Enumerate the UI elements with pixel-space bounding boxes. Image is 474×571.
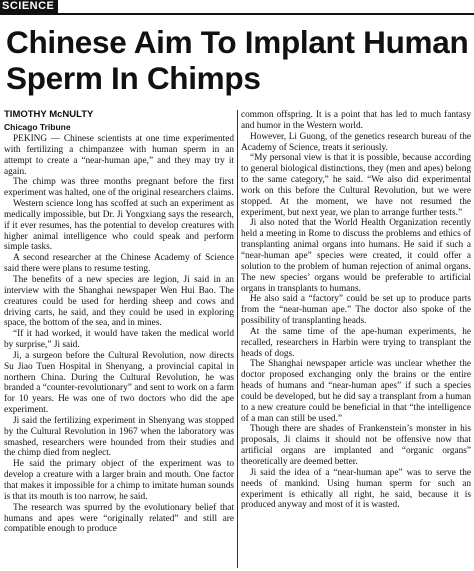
paragraph: Though there are shades of Frankenstein’s monster in his proposals, Ji claims it should not be offensive now that artificial organs are implanted and “organic organs” theoretically are deemed better. [241, 424, 471, 467]
paragraph: He said the primary object of the experiment was to develop a creature with a larger brain and mouth. One factor that makes it impossible for a chimp to imitate human sounds is that its mouth is too narrow, he said. [4, 459, 234, 502]
paragraph: A second researcher at the Chinese Academy of Science said there were plans to resume testing. [4, 253, 234, 275]
paragraph: Ji, a surgeon before the Cultural Revolution, now directs Su Jiao Tuen Hospital in Shenyang, a provincial capital in northern China. During the Cultural Revolution, he was branded a “counter-revolutionary” and sent to work on a farm for 10 years. He was one of two doctors who did the ape experiment. [4, 350, 234, 416]
paragraph: Ji also noted that the World Health Organization recently held a meeting in Rome to discuss the problems and ethics of transplanting animal organs into humans. He said if such a “near-human ape” species were created, it could offer a solution to the problem of human rejection of animal organs. The new species’ organs would be preferable to artificial organs in transplants to humans. [241, 218, 471, 294]
headline: Chinese Aim To Implant Human Sperm In Chimps [6, 24, 469, 96]
paragraph: Western science long has scoffed at such an experiment as medically impossible, but Dr. Ji Yongxiang says the research, if it ever resumes, has the potential to develop creatures with higher animal intelligence who could speak and perform simple tasks. [4, 199, 234, 253]
byline: TIMOTHY McNULTY [4, 109, 94, 120]
section-label: SCIENCE [0, 0, 58, 13]
paragraph: PEKING — Chinese scientists at one time experimented with fertilizing a chimpanzee with human sperm in an attempt to create a “near-human ape,” and they may try it again. [4, 134, 234, 177]
column-divider [237, 110, 238, 568]
affiliation: Chicago Tribune [4, 122, 71, 132]
article-column-left [4, 134, 234, 535]
paragraph: Ji said the idea of a “near-human ape” was to serve the needs of mankind. Using human sperm for such an experiment is ethically all right, he said, because it is produced anyway and most of it is wasted. [241, 467, 471, 511]
paragraph: “If it had worked, it would have taken the medical world by surprise,” Ji said. [4, 329, 234, 351]
paragraph: However, Li Guong, of the genetics research bureau of the Academy of Science, treats it seriously. [241, 131, 471, 153]
paragraph: He also said a “factory” could be set up to produce parts from the “near-human ape.” The doctor also spoke of the possibility of transplanting heads. [241, 294, 471, 327]
article-column-right [241, 110, 471, 511]
paragraph: The chimp was three months pregnant before the first experiment was halted, one of the original researchers claims. [4, 177, 234, 199]
paragraph: The Shanghai newspaper article was unclear whether the doctor proposed exchanging only the brains or the entire heads of humans and “near-human apes” if such a species could be developed, but he did say a transplant from a human to a new creature could be beneficial in that “the intelligence of a man can still be used.” [241, 359, 471, 424]
paragraph: At the same time of the ape-human experiments, he recalled, researchers in Harbin were trying to transplant the heads of dogs. [241, 326, 471, 359]
paragraph: “My personal view is that it is possible, because according to general biological distinctions, they (men and apes) belong to the same category,” he said. “We also did experimental work on this before the Cultural Revolution, but we were stopped. At the moment, we have not resumed the experiment, but next year, we plan to arrange further tests.” [241, 153, 471, 218]
paragraph: The research was spurred by the evolutionary belief that humans and apes were “originally related” and still are compatible enough to produce [4, 502, 234, 535]
paragraph: common offspring. It is a point that has led to much fantasy and humor in the Western world. [241, 110, 471, 131]
section-header [0, 0, 474, 15]
paragraph: The benefits of a new species are legion, Ji said in an interview with the Shanghai newspaper Wen Hui Bao. The creatures could be used for herding sheep and cows and driving carts, he said, and they could be used in exploring space, the bottom of the sea, and in mines. [4, 274, 234, 329]
paragraph: Ji said the fertilizing experiment in Shenyang was stopped by the Cultural Revolution in 1967 when the laboratory was smashed, researchers were hounded from their studies and the chimp died from neglect. [4, 415, 234, 459]
